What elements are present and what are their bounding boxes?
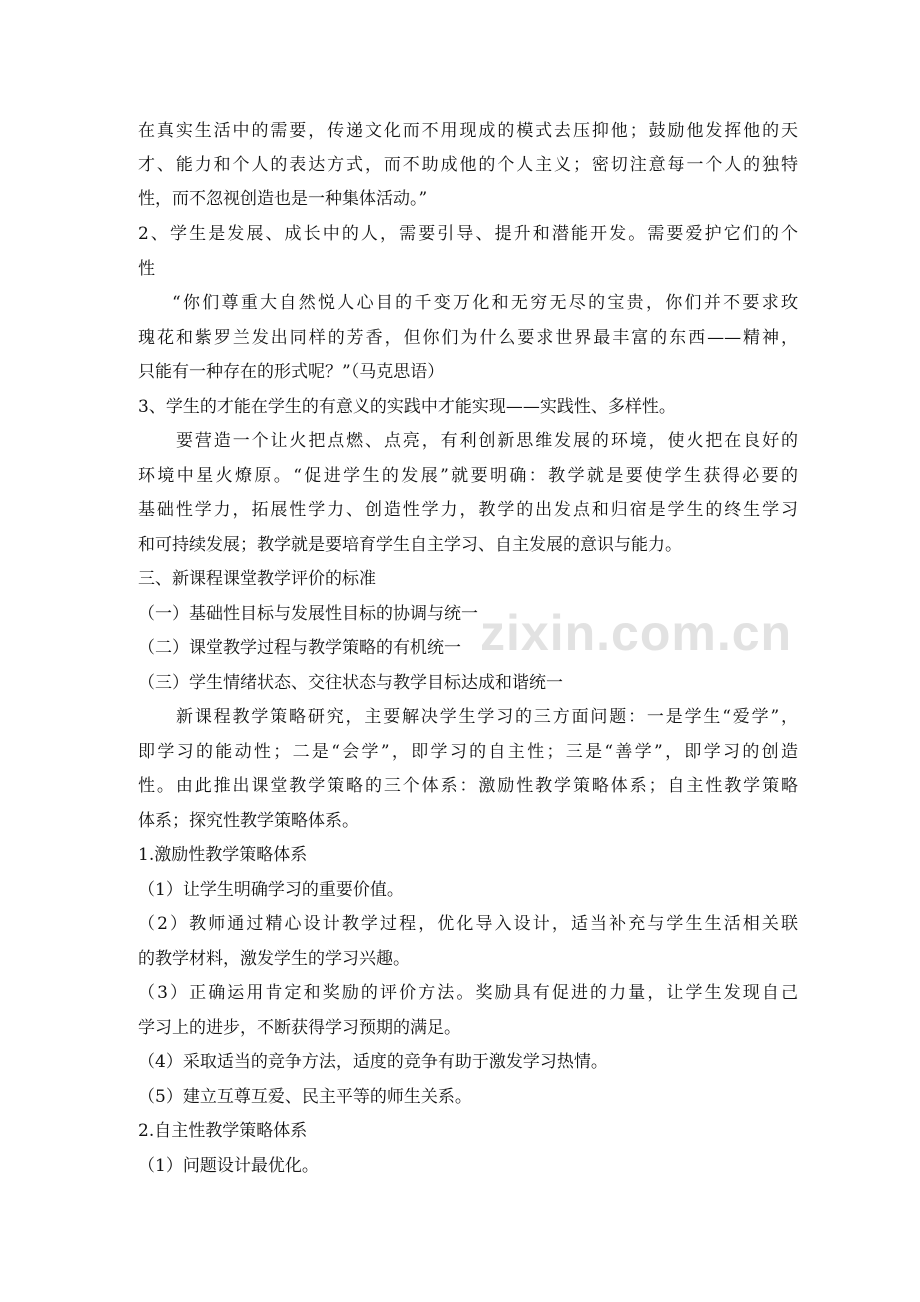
text-line: 即学习的能动性；二是“会学”，即学习的自主性；三是“善学”，即学习的创造 (138, 742, 798, 762)
text-line: 要营造一个让火把点燃、点亮，有利创新思维发展的环境，使火把在良好的 (176, 431, 798, 451)
section-heading: 三、新课程课堂教学评价的标准 (138, 569, 376, 589)
text-line: 学习上的进步，不断获得学习预期的满足。 (138, 1018, 461, 1038)
watermark: zixin.com.cn (480, 605, 793, 661)
text-line: （三）学生情绪状态、交往状态与教学目标达成和谐统一 (138, 673, 563, 693)
text-line: （二）课堂教学过程与教学策略的有机统一 (138, 638, 461, 658)
text-line: （1）让学生明确学习的重要价值。 (138, 880, 404, 900)
text-line: 3、学生的才能在学生的有意义的实践中才能实现——实践性、多样性。 (138, 397, 676, 417)
text-line: 和可持续发展；教学就是要培育学生自主学习、自主发展的意识与能力。 (138, 535, 682, 555)
text-line: （3）正确运用肯定和奖励的评价方法。奖励具有促进的力量，让学生发现自己 (138, 983, 798, 1003)
section-heading: 1.激励性教学策略体系 (138, 845, 308, 865)
text-line: 新课程教学策略研究，主要解决学生学习的三方面问题：一是学生“爱学”， (176, 707, 798, 727)
text-line: 只能有一种存在的形式呢？”（马克思语） (138, 362, 445, 382)
text-line: 性，而不忽视创造也是一种集体活动。” (138, 189, 428, 209)
text-line: （5）建立互尊互爱、民主平等的师生关系。 (138, 1087, 472, 1107)
text-line: （2）教师通过精心设计教学过程，优化导入设计，适当补充与学生生活相关联 (138, 914, 798, 934)
text-line: （1）问题设计最优化。 (138, 1156, 319, 1176)
text-line: 环境中星火燎原。“促进学生的发展”就要明确：教学就是要使学生获得必要的 (138, 466, 798, 486)
text-line: 在真实生活中的需要，传递文化而不用现成的模式去压抑他；鼓励他发挥他的天 (138, 121, 798, 141)
text-line: 瑰花和紫罗兰发出同样的芳香，但你们为什么要求世界最丰富的东西——精神， (138, 328, 798, 348)
text-line: 性。由此推出课堂教学策略的三个体系：激励性教学策略体系；自主性教学策略 (138, 776, 798, 796)
text-line: 体系；探究性教学策略体系。 (138, 811, 359, 831)
text-line: 性 (138, 259, 155, 279)
text-line: 的教学材料，激发学生的学习兴趣。 (138, 949, 410, 969)
text-line: “你们尊重大自然悦人心目的千变万化和无穷无尽的宝贵，你们并不要求玫 (172, 293, 798, 313)
text-line: （一）基础性目标与发展性目标的协调与统一 (138, 604, 478, 624)
text-line: 2、学生是发展、成长中的人，需要引导、提升和潜能开发。需要爱护它们的个 (138, 224, 798, 244)
text-line: 基础性学力，拓展性学力、创造性学力，教学的出发点和归宿是学生的终生学习 (138, 500, 798, 520)
text-line: （4）采取适当的竞争方法，适度的竞争有助于激发学习热情。 (138, 1052, 608, 1072)
section-heading: 2.自主性教学策略体系 (138, 1121, 308, 1141)
text-line: 才、能力和个人的表达方式，而不助成他的个人主义；密切注意每一个人的独特 (138, 155, 798, 175)
